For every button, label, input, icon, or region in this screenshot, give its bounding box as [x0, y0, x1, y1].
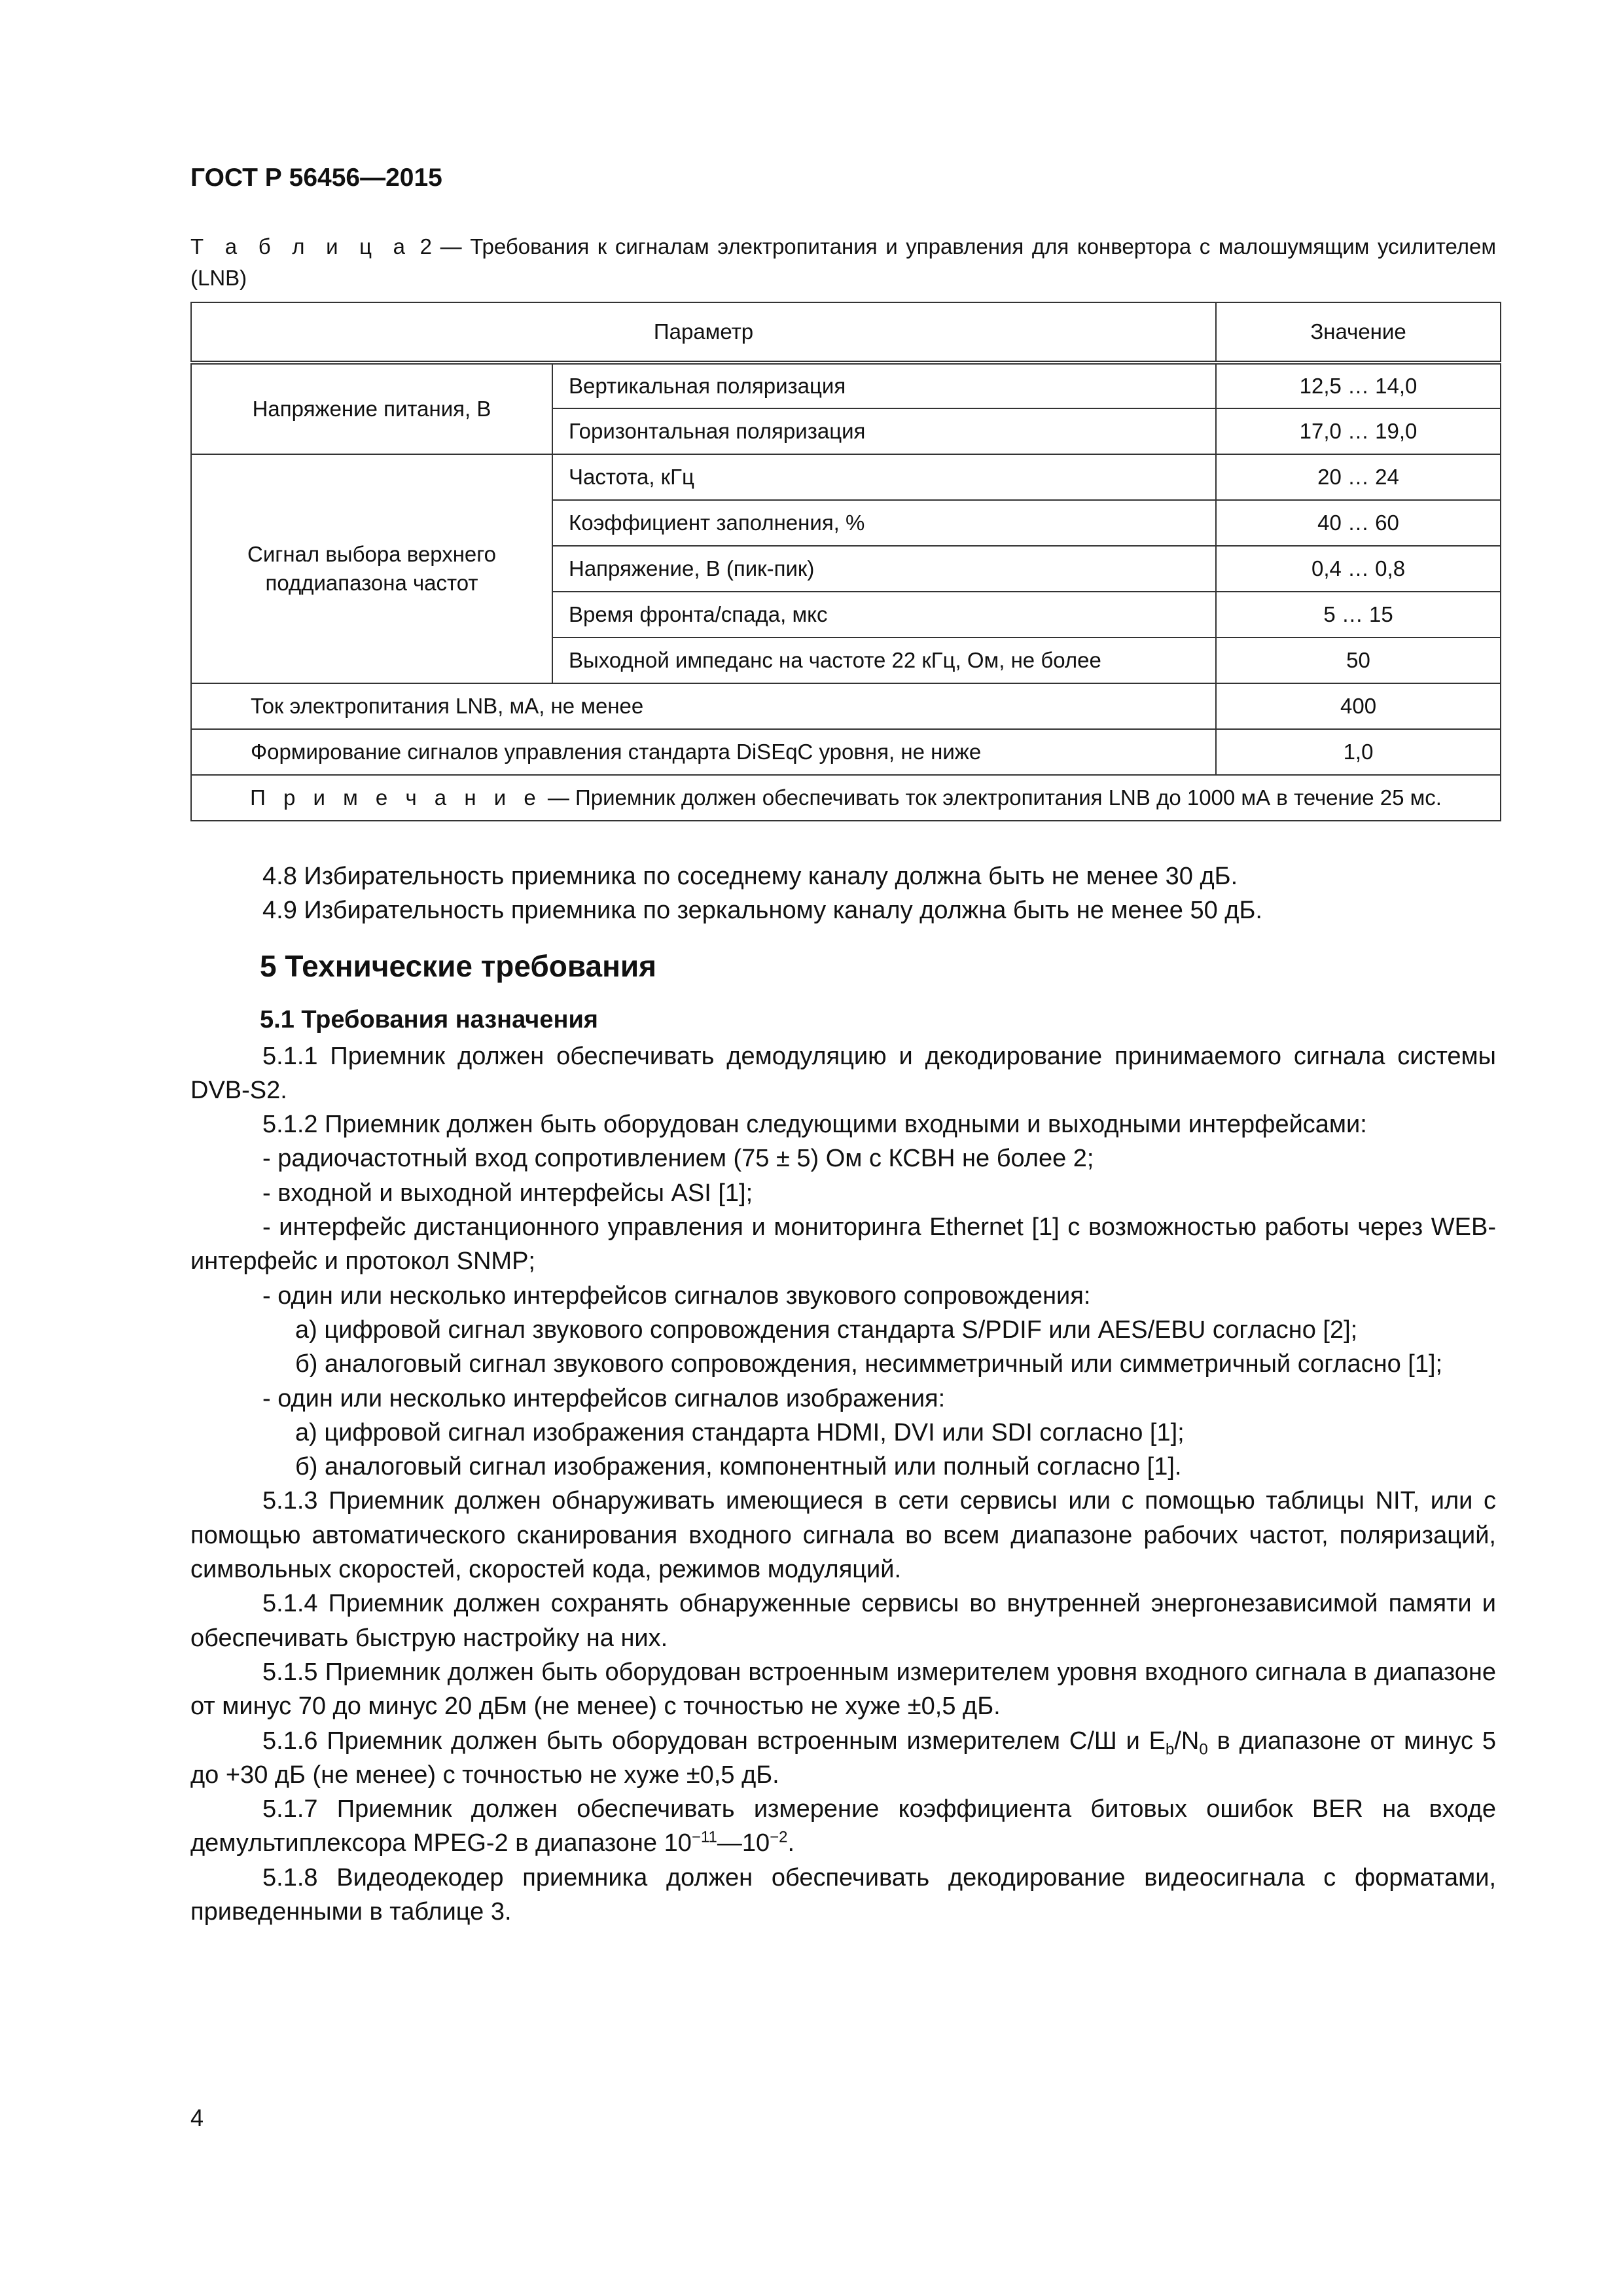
paragraph-5-1-8: 5.1.8 Видеодекодер приемника должен обеспечивать декодирование видеосигнала с форматами, приведенными в таблице 3. [190, 1863, 1496, 1926]
value-cell: 1,0 [1216, 729, 1501, 775]
note-label: П р и м е ч а н и е [250, 785, 542, 810]
table-row [191, 729, 1501, 775]
paragraph-5-1-5: 5.1.5 Приемник должен быть оборудован встроенным измерителем уровня входного сигнала в диапазоне от минус 70 до минус 20 дБм (не менее) с точностью не хуже ±0,5 дБ. [190, 1658, 1496, 1721]
page-number: 4 [190, 2104, 204, 2131]
value-cell: 5 … 15 [1216, 592, 1501, 637]
section-heading-5: 5 Технические требования [260, 948, 656, 983]
paragraph-5-1-3: 5.1.3 Приемник должен обнаруживать имеющиеся в сети сервисы или с помощью таблицы NIT, или с помощью автоматического сканирования входного сигнала во всем диапазоне рабочих частот, поляризаций, символьных скоростей, скоростей кода, режимов модуляций. [190, 1487, 1496, 1584]
param-cell: Коэффициент заполнения, % [552, 500, 1216, 546]
table-row [191, 683, 1501, 729]
list-item-asi: - входной и выходной интерфейсы ASI [1]; [262, 1179, 753, 1207]
table-row [191, 363, 1501, 408]
param-cell-diseqc: Формирование сигналов управления стандарта DiSEqC уровня, не ниже [191, 729, 1216, 775]
param-cell-current: Ток электропитания LNB, мА, не менее [191, 683, 1216, 729]
paragraph-5-1-7-mid: —10 [717, 1829, 770, 1857]
list-item-audio-a: а) цифровой сигнал звукового сопровождения стандарта S/PDIF или AES/EBU согласно [2]; [295, 1316, 1358, 1344]
superscript-minus-11: −11 [691, 1828, 717, 1846]
paragraph-4-8: 4.8 Избирательность приемника по соседнему каналу должна быть не менее 30 дБ. [262, 863, 1238, 890]
table-note [191, 775, 1501, 821]
subscript-0: 0 [1199, 1740, 1208, 1759]
body-text [190, 859, 1496, 1929]
value-cell: 0,4 … 0,8 [1216, 546, 1501, 592]
value-cell: 20 … 24 [1216, 454, 1501, 500]
list-item-ethernet: - интерфейс дистанционного управления и мониторинга Ethernet [1] с возможностью работы через WEB-интерфейс и протокол SNMP; [190, 1213, 1496, 1276]
list-item-video: - один или несколько интерфейсов сигналов изображения: [262, 1384, 946, 1412]
table-note-row [191, 775, 1501, 821]
header-value: Значение [1216, 302, 1501, 363]
value-cell: 40 … 60 [1216, 500, 1501, 546]
paragraph-5-1-4: 5.1.4 Приемник должен сохранять обнаруженные сервисы во внутренней энергонезависимой памяти и обеспечивать быструю настройку на них. [190, 1590, 1496, 1652]
list-item-audio-b: б) аналоговый сигнал звукового сопровождения, несимметричный или симметричный согласно [1]; [295, 1350, 1443, 1378]
param-cell: Напряжение, В (пик-пик) [552, 546, 1216, 592]
paragraph-5-1-6-start: 5.1.6 Приемник должен быть оборудован встроенным измерителем С/Ш и E [262, 1727, 1166, 1755]
table-row [191, 454, 1501, 500]
requirements-table [190, 302, 1501, 821]
value-cell: 17,0 … 19,0 [1216, 408, 1501, 454]
list-item-video-b: б) аналоговый сигнал изображения, компонентный или полный согласно [1]. [295, 1453, 1182, 1481]
document-code: ГОСТ Р 56456—2015 [190, 164, 442, 192]
subsection-heading-5-1: 5.1 Требования назначения [260, 1005, 598, 1033]
param-cell: Частота, кГц [552, 454, 1216, 500]
table-header-row [191, 302, 1501, 363]
paragraph-5-1-7-end: . [787, 1829, 795, 1857]
param-cell: Выходной импеданс на частоте 22 кГц, Ом, не более [552, 637, 1216, 683]
subscript-b: b [1166, 1740, 1175, 1759]
param-cell: Время фронта/спада, мкс [552, 592, 1216, 637]
table-caption-text: 2 — Требования к сигналам электропитания и управления для конвертора с малошумящим усилителем (LNB) [190, 234, 1497, 290]
value-cell: 12,5 … 14,0 [1216, 363, 1501, 408]
paragraph-4-9: 4.9 Избирательность приемника по зеркальному каналу должна быть не менее 50 дБ. [262, 897, 1262, 925]
paragraph-5-1-6-end: в диапазоне от минус 5 до +30 дБ (не менее) с точностью не хуже ±0,5 дБ. [190, 1727, 1496, 1789]
param-cell: Горизонтальная поляризация [552, 408, 1216, 454]
paragraph-5-1-6 [190, 1724, 1496, 1793]
table-caption-label: Т а б л и ц а [190, 234, 412, 259]
note-text: — Приемник должен обеспечивать ток электропитания LNB до 1000 мА в течение 25 мс. [547, 785, 1442, 810]
value-cell: 400 [1216, 683, 1501, 729]
paragraph-5-1-1: 5.1.1 Приемник должен обеспечивать демодуляцию и декодирование принимаемого сигнала системы DVB-S2. [190, 1042, 1496, 1104]
group-label-supply-voltage: Напряжение питания, В [191, 363, 552, 454]
paragraph-5-1-6-mid: /N [1174, 1727, 1200, 1755]
list-item-rf-input: - радиочастотный вход сопротивлением (75 ± 5) Ом с КСВН не более 2; [262, 1145, 1094, 1173]
paragraph-5-1-2: 5.1.2 Приемник должен быть оборудован следующими входными и выходными интерфейсами: [262, 1111, 1367, 1139]
paragraph-5-1-7 [190, 1792, 1496, 1861]
list-item-audio: - один или несколько интерфейсов сигналов звукового сопровождения: [262, 1282, 1091, 1310]
list-item-video-a: а) цифровой сигнал изображения стандарта HDMI, DVI или SDI согласно [1]; [295, 1418, 1185, 1446]
value-cell: 50 [1216, 637, 1501, 683]
group-label-band-select: Сигнал выбора верхнего поддиапазона частот [191, 454, 552, 683]
table-caption [190, 231, 1496, 294]
superscript-minus-2: −2 [770, 1828, 788, 1846]
param-cell: Вертикальная поляризация [552, 363, 1216, 408]
header-parameter: Параметр [191, 302, 1216, 363]
paragraph-5-1-7-start: 5.1.7 Приемник должен обеспечивать измерение коэффициента битовых ошибок BER на входе демультиплексора MPEG-2 в диапазоне 10 [190, 1795, 1496, 1857]
